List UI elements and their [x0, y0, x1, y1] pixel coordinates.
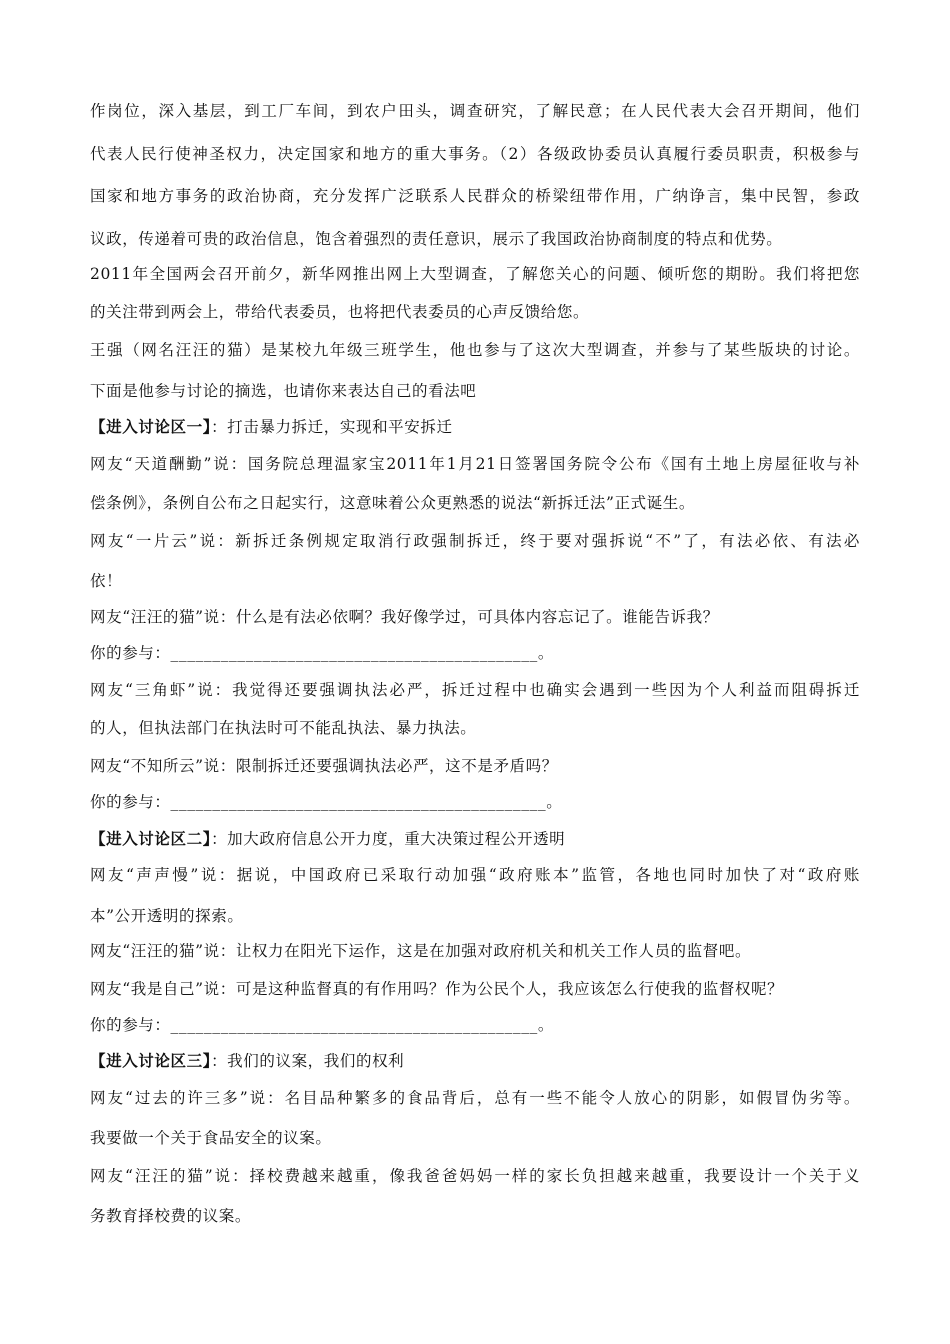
text-line: 的关注带到两会上，带给代表委员，也将把代表委员的心声反馈给您。 — [90, 303, 590, 321]
answer-blank: 你的参与：____________________________________________。 — [90, 1016, 554, 1034]
zone-2-topic: ：加大政府信息公开力度，重大决策过程公开透明 — [211, 830, 566, 848]
text-line: 王强（网名汪汪的猫）是某校九年级三班学生，他也参与了这次大型调查，并参与了某些版块的讨论。 — [90, 341, 860, 359]
zone-2-label: 【进入讨论区二】 — [90, 829, 212, 848]
text-line: 网友“天道酬勤”说：国务院总理温家宝2011年1月21日签署国务院令公布《国有土地上房屋征收与补 — [90, 455, 860, 473]
text-line: 网友“三角虾”说：我觉得还要强调执法必严，拆迁过程中也确实会遇到一些因为个人利益而阻碍拆迁 — [90, 681, 860, 699]
text-line: 依！ — [90, 572, 123, 590]
text-line: 网友“我是自己”说：可是这种监督真的有作用吗？作为公民个人，我应该怎么行使我的监督权呢？ — [90, 980, 784, 998]
text-line: 本”公开透明的探索。 — [90, 907, 244, 925]
text-line: 网友“汪汪的猫”说：择校费越来越重，像我爸爸妈妈一样的家长负担越来越重，我要设计一个关于义 — [90, 1167, 860, 1185]
text-line: 网友“不知所云”说：限制拆迁还要强调执法必严，这不是矛盾吗？ — [90, 757, 558, 775]
text-line: 网友“一片云”说：新拆迁条例规定取消行政强制拆迁，终于要对强拆说“不”了，有法必依、有法必 — [90, 532, 860, 550]
text-line: 我要做一个关于食品安全的议案。 — [90, 1129, 332, 1147]
text-line: 国家和地方事务的政治协商，充分发挥广泛联系人民群众的桥梁纽带作用，广纳诤言，集中民智，参政 — [90, 187, 860, 205]
text-line: 下面是他参与讨论的摘选，也请你来表达自己的看法吧 — [90, 382, 477, 400]
discussion-zone-3-heading — [90, 1051, 860, 1071]
zone-1-label: 【进入讨论区一】 — [90, 417, 212, 436]
text-line: 的人，但执法部门在执法时可不能乱执法、暴力执法。 — [90, 719, 477, 737]
answer-blank: 你的参与：_____________________________________________。 — [90, 793, 563, 811]
text-line: 议政，传递着可贵的政治信息，饱含着强烈的责任意识，展示了我国政治协商制度的特点和优势。 — [90, 230, 783, 248]
answer-blank: 你的参与：____________________________________________。 — [90, 644, 554, 662]
text-line: 务教育择校费的议案。 — [90, 1207, 252, 1225]
text-line: 网友“声声慢”说：据说，中国政府已采取行动加强“政府账本”监管，各地也同时加快了对“政府账 — [90, 866, 860, 884]
text-line: 网友“汪汪的猫”说：让权力在阳光下运作，这是在加强对政府机关和机关工作人员的监督吧。 — [90, 942, 752, 960]
text-line: 作岗位，深入基层，到工厂车间，到农户田头，调查研究，了解民意；在人民代表大会召开期间，他们 — [90, 102, 860, 120]
text-line: 2011年全国两会召开前夕，新华网推出网上大型调查，了解您关心的问题、倾听您的期盼。我们将把您 — [90, 265, 860, 283]
text-line: 偿条例》，条例自公布之日起实行，这意味着公众更熟悉的说法“新拆迁法”正式诞生。 — [90, 494, 696, 512]
zone-3-label: 【进入讨论区三】 — [90, 1051, 212, 1070]
discussion-zone-2-heading — [90, 829, 860, 849]
text-line: 网友“过去的许三多”说：名目品种繁多的食品背后，总有一些不能令人放心的阴影，如假冒伪劣等。 — [90, 1089, 860, 1107]
text-line: 网友“汪汪的猫”说：什么是有法必依啊？我好像学过，可具体内容忘记了。谁能告诉我？ — [90, 608, 719, 626]
zone-3-topic: ：我们的议案，我们的权利 — [211, 1052, 405, 1070]
discussion-zone-1-heading — [90, 417, 860, 437]
zone-1-topic: ：打击暴力拆迁，实现和平安拆迁 — [211, 418, 453, 436]
text-line: 代表人民行使神圣权力，决定国家和地方的重大事务。（2）各级政协委员认真履行委员职责，积极参与 — [90, 145, 860, 163]
